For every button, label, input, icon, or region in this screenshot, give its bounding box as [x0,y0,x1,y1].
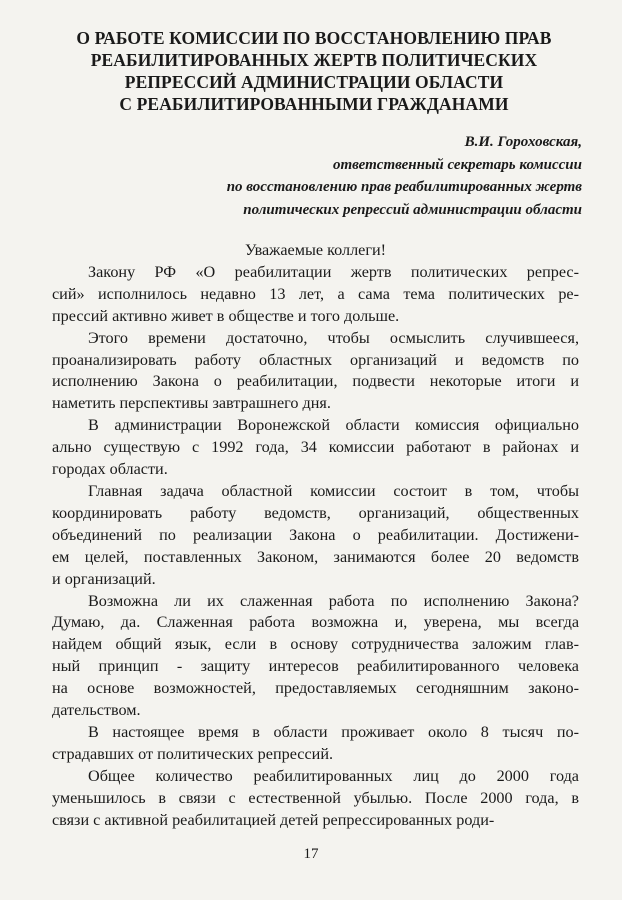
paragraph-line: найдем общий язык, если в основу сотрудничества заложим глав- [52,635,579,654]
paragraph-line: Возможна ли их слаженная работа по исполнению Закона? [88,591,579,610]
paragraph-line: В настоящее время в области проживает около 8 тысяч по- [88,722,579,741]
paragraph-line: наметить перспективы завтрашнего дня. [52,394,331,413]
author-position-line: ответственный секретарь комиссии [332,156,582,173]
paragraph [52,722,579,766]
paragraphs [52,262,579,832]
paragraph-line: Главная задача областной комиссии состоит в том, чтобы [88,481,579,500]
paragraph-line: сий» исполнилось недавно 13 лет, а сама тема политических ре- [52,284,579,303]
paragraph [52,766,579,832]
paragraph-line: ем целей, поставленных Законом, занимаются более 20 ведомств [52,547,579,566]
author-name: В.И. Гороховская, [464,134,582,150]
paragraph-line: Закону РФ «О реабилитации жертв политических репрес- [88,262,579,281]
paragraph-line: уменьшилось в связи с естественной убылью. После 2000 года, в [52,788,579,807]
paragraph-line: Думаю, да. Слаженная работа возможна и, уверена, мы всегда [52,613,579,632]
paragraph [52,481,579,591]
author-position-line: политических репрессий администрации области [243,201,582,218]
author-byline [34,131,582,221]
author-position-line: по восстановлению прав реабилитированных жертв [226,179,582,195]
paragraph-line: страдавших от политических репрессий. [52,744,334,763]
paragraph [52,262,579,328]
paragraph-line: прессий активно живет в обществе и того дольше. [52,306,400,325]
article-title [40,27,588,115]
paragraph-line: координировать работу ведомств, организаций, общественных [52,503,579,522]
paragraph [52,591,579,722]
paragraph-line: Этого времени достаточно, чтобы осмыслить случившееся, [88,328,579,347]
paragraph-line: на основе возможностей, предоставляемых сегодняшним законо- [52,679,579,698]
paragraph [52,415,579,481]
title-line: С РЕАБИЛИТИРОВАННЫМИ ГРАЖДАНАМИ [119,94,509,114]
article-body [52,240,579,831]
paragraph-line: дательством. [52,701,141,720]
paragraph-line: В администрации Воронежской области комиссия официально [88,416,579,435]
title-line: РЕАБИЛИТИРОВАННЫХ ЖЕРТВ ПОЛИТИЧЕСКИХ [90,50,538,70]
paragraph-line: исполнению Закона о реабилитации, подвести некоторые итоги и [52,372,579,391]
paragraph-line: и организаций. [52,569,156,588]
title-line: О РАБОТЕ КОМИССИИ ПО ВОССТАНОВЛЕНИЮ ПРАВ [76,28,552,48]
paragraph-line: объединений по реализации Закона о реабилитации. Достижени- [52,525,579,544]
paragraph-line: Общее количество реабилитированных лиц до 2000 года [88,766,579,785]
paragraph-line: связи с активной реабилитацией детей репрессированных роди- [52,810,495,829]
page-number: 17 [303,846,319,862]
paragraph-line: проанализировать работу областных организаций и ведомств по [52,350,579,369]
title-line: РЕПРЕССИЙ АДМИНИСТРАЦИИ ОБЛАСТИ [124,72,504,92]
paragraph [52,328,579,416]
greeting: Уважаемые коллеги! [244,241,387,259]
paragraph-line: ный принцип - защиту интересов реабилитированного человека [52,657,579,676]
paragraph-line: городах области. [52,460,168,479]
paragraph-line: ально существую с 1992 года, 34 комиссии работают в районах и [52,438,579,457]
